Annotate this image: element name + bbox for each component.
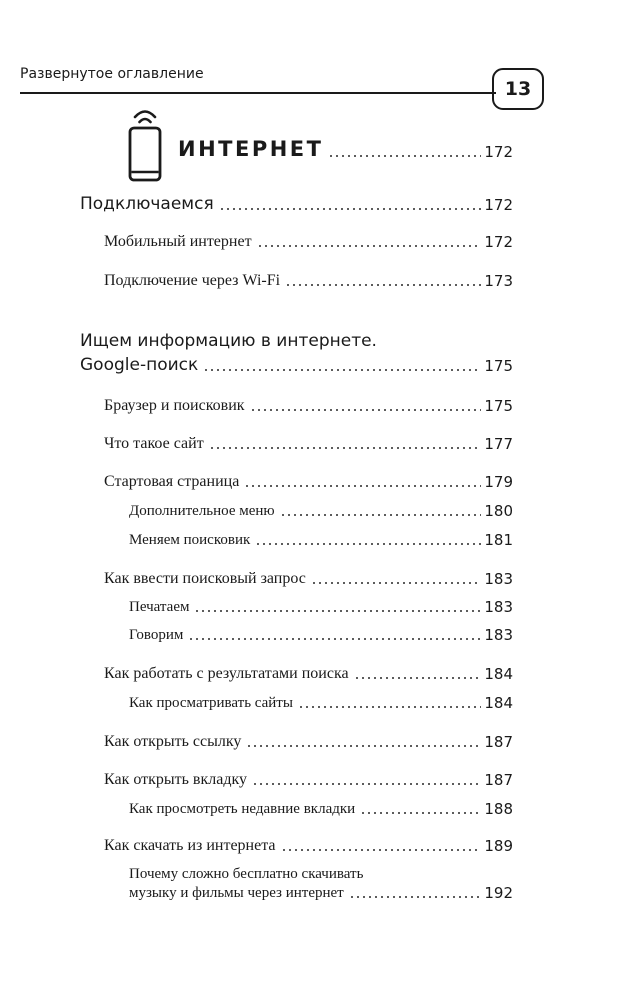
leader-dots	[203, 369, 481, 371]
toc-entry-page: 172	[484, 196, 513, 214]
chapter-title: ИНТЕРНЕТ	[178, 137, 324, 161]
toc-entry-page: 187	[484, 771, 513, 789]
toc-entry-page: 183	[484, 598, 513, 616]
toc-entry-page: 189	[484, 837, 513, 855]
toc-entry[interactable]	[104, 570, 513, 588]
leader-dots	[246, 745, 481, 747]
toc-entry-title: Стартовая страница	[104, 473, 240, 490]
toc-entry-title: Как работать с результатами поиска	[104, 665, 349, 682]
toc-entry[interactable]	[80, 194, 513, 214]
leader-dots	[280, 514, 482, 516]
toc-entry-title: Подключаемся	[80, 194, 214, 214]
leader-dots	[244, 485, 481, 487]
leader-dots	[194, 610, 481, 612]
leader-dots	[354, 677, 482, 679]
toc-entry-title: Мобильный интернет	[104, 233, 252, 250]
leader-dots	[298, 706, 481, 708]
leader-dots	[285, 284, 481, 286]
toc-entry[interactable]	[104, 837, 513, 855]
toc-entry[interactable]	[129, 694, 513, 712]
toc-entry-title: Что такое сайт	[104, 435, 204, 452]
toc-entry-title: Как просматривать сайты	[129, 695, 293, 711]
toc-entry[interactable]	[104, 733, 513, 751]
toc-entry[interactable]	[104, 665, 513, 683]
toc-entry-title: Меняем поисковик	[129, 532, 251, 548]
toc-entry-page: 192	[484, 884, 513, 902]
leader-dots	[250, 409, 482, 411]
toc-entry-title: Как ввести поисковый запрос	[104, 570, 306, 587]
leader-dots	[219, 208, 482, 210]
leader-dots	[188, 638, 481, 640]
toc-entry-title-line1: Ищем информацию в интернете.	[80, 331, 377, 351]
toc-entry-page: 181	[484, 531, 513, 549]
toc-entry-title: Говорим	[129, 627, 184, 643]
chapter-page: 172	[484, 143, 513, 161]
toc-entry[interactable]	[104, 233, 513, 251]
toc-entry[interactable]	[104, 397, 513, 415]
toc-entry-title: музыку и фильмы через интернет	[129, 885, 344, 901]
toc-entry-page: 184	[484, 694, 513, 712]
header-rule	[20, 92, 496, 94]
toc-entry-title: Как просмотреть недавние вкладки	[129, 801, 356, 817]
toc-entry-page: 173	[484, 272, 513, 290]
toc-entry-page: 184	[484, 665, 513, 683]
leader-dots	[281, 849, 482, 851]
toc-entry-page: 183	[484, 570, 513, 588]
toc-entry-page: 172	[484, 233, 513, 251]
toc-entry-page: 175	[484, 357, 513, 375]
page-number-badge: 13	[492, 68, 544, 110]
toc-entry[interactable]	[104, 473, 513, 491]
leader-dots	[328, 155, 481, 157]
toc-entry-title: Как открыть ссылку	[104, 733, 242, 750]
toc-entry[interactable]	[104, 272, 513, 290]
toc-entry-page: 183	[484, 626, 513, 644]
toc-entry-title: Браузер и поисковик	[104, 397, 245, 414]
toc-entry-page: 188	[484, 800, 513, 818]
toc-entry[interactable]	[129, 531, 513, 549]
toc-entry[interactable]	[129, 598, 513, 616]
toc-entry-page: 177	[484, 435, 513, 453]
toc-entry-title-line1: Почему сложно бесплатно скачивать	[129, 866, 364, 882]
toc-entry[interactable]	[129, 800, 513, 818]
toc-entry[interactable]	[129, 884, 513, 902]
leader-dots	[311, 582, 482, 584]
toc-entry-page: 179	[484, 473, 513, 491]
leader-dots	[209, 447, 482, 449]
toc-entry-title: Google-поиск	[80, 355, 199, 375]
toc-entry-title: Печатаем	[129, 599, 190, 615]
toc-entry[interactable]	[80, 355, 513, 375]
running-head-title: Развернутое оглавление	[20, 66, 204, 82]
toc-entry-page: 180	[484, 502, 513, 520]
toc-entry-page: 187	[484, 733, 513, 751]
toc-entry[interactable]	[104, 771, 513, 789]
toc-entry-title: Как скачать из интернета	[104, 837, 276, 854]
leader-dots	[349, 896, 482, 898]
smartphone-wifi-icon	[122, 104, 168, 184]
toc-entry[interactable]	[129, 626, 513, 644]
leader-dots	[255, 543, 481, 545]
toc-entry[interactable]	[129, 502, 513, 520]
toc-entry-title: Дополнительное меню	[129, 503, 275, 519]
leader-dots	[252, 783, 481, 785]
toc-entry-title: Подключение через Wi-Fi	[104, 272, 281, 289]
toc-entry[interactable]	[104, 435, 513, 453]
toc-chapter-internet[interactable]	[178, 137, 513, 161]
leader-dots	[257, 245, 482, 247]
toc-entry-title: Как открыть вкладку	[104, 771, 248, 788]
toc-entry-page: 175	[484, 397, 513, 415]
leader-dots	[360, 812, 481, 814]
